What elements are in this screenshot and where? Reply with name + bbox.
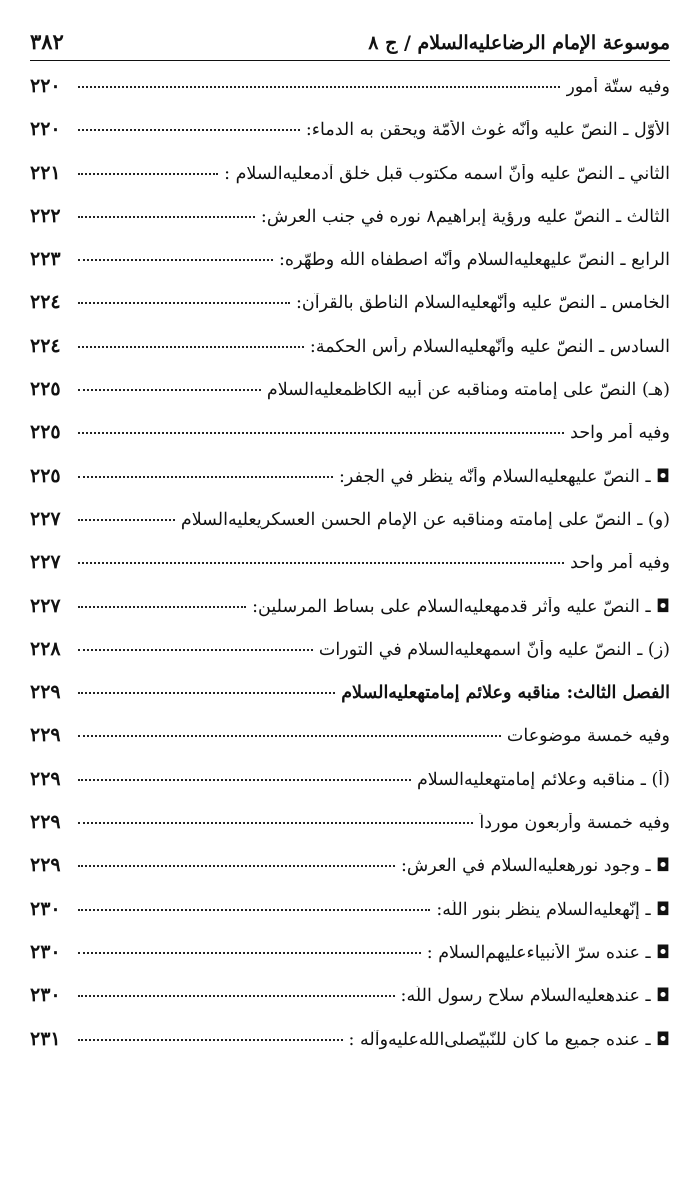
toc-entry-title: ◘ ـ عنده سرّ الأنبياءعليهم‌السلام :	[426, 942, 670, 963]
toc-entry-page-number: ٢٣١	[30, 1027, 61, 1050]
toc-entry-page-number: ٢٢٩	[30, 854, 61, 877]
table-of-contents	[30, 75, 670, 1071]
dot-leader	[78, 86, 560, 88]
toc-entry-page-number: ٢٢٤	[30, 291, 61, 314]
toc-entry[interactable]	[30, 118, 670, 161]
toc-entry[interactable]	[30, 291, 670, 334]
toc-entry-title: ◘ ـ إنّهعليه‌السلام ينظر بنور اللّه:	[436, 899, 670, 920]
toc-entry-page-number: ٢٣٠	[30, 940, 61, 963]
toc-entry-title: الرابع ـ النصّ عليهعليه‌السلام وأنّه اصطفاه اللّه وطهّره:	[279, 250, 670, 271]
dot-leader	[78, 909, 430, 911]
toc-entry[interactable]	[30, 551, 670, 594]
dot-leader	[78, 173, 218, 175]
toc-entry-page-number: ٢٢٣	[30, 248, 61, 271]
dot-leader	[78, 216, 255, 218]
page-number: ٣٨٢	[30, 29, 64, 54]
toc-entry-page-number: ٢٢٢	[30, 204, 61, 227]
page-header	[30, 24, 670, 54]
dot-leader	[78, 952, 421, 954]
toc-entry-page-number: ٢٢٤	[30, 334, 61, 357]
dot-leader	[78, 735, 501, 737]
toc-entry-title: الفصل الثالث: مناقبه وعلائم إمامتهعليه‌السلام	[341, 683, 670, 704]
toc-entry[interactable]	[30, 638, 670, 681]
toc-entry[interactable]	[30, 75, 670, 118]
header-divider	[30, 60, 670, 61]
dot-leader	[78, 129, 300, 131]
toc-entry-title: وفيه خمسة موضوعات	[506, 726, 670, 747]
toc-entry[interactable]	[30, 1028, 670, 1071]
toc-entry[interactable]	[30, 898, 670, 941]
toc-entry-page-number: ٢٢٥	[30, 378, 61, 401]
book-title: موسوعة الإمام الرضاعليه‌السلام / ج ٨	[368, 32, 670, 54]
toc-entry-title: الثاني ـ النصّ عليه وأنّ اسمه مكتوب قبل خلق آدمعليه‌السلام :	[224, 163, 670, 184]
dot-leader	[78, 346, 304, 348]
toc-entry-title: وفيه ستّة أمور	[566, 77, 670, 97]
toc-entry-page-number: ٢٢٧	[30, 551, 61, 574]
dot-leader	[78, 259, 273, 261]
toc-entry-title: ◘ ـ النصّ عليهعليه‌السلام وأنّه ينظر في الجفر:	[339, 466, 670, 487]
dot-leader	[78, 519, 175, 521]
toc-entry-title: (و) ـ النصّ على إمامته ومناقبه عن الإمام الحسن العسكريعليه‌السلام	[180, 509, 670, 530]
dot-leader	[78, 649, 313, 651]
dot-leader	[78, 692, 335, 694]
toc-entry-page-number: ٢٢٩	[30, 681, 61, 704]
dot-leader	[78, 562, 564, 564]
toc-entry[interactable]	[30, 378, 670, 421]
toc-entry-title: ◘ ـ عنده جميع ما كان للنّبيّصلى‌الله‌عليه‌وآله :	[348, 1029, 670, 1050]
toc-entry-page-number: ٢٢٥	[30, 464, 61, 487]
dot-leader	[78, 476, 333, 478]
toc-entry-page-number: ٢٢٩	[30, 724, 61, 747]
toc-entry-page-number: ٢٢٠	[30, 75, 61, 97]
toc-entry-title: الأوّل ـ النصّ عليه وأنّه غوث الأمّة ويحقن به الدماء:	[305, 120, 670, 141]
toc-entry-title: ◘ ـ وجود نورهعليه‌السلام في العرش:	[401, 856, 670, 877]
toc-entry[interactable]	[30, 421, 670, 464]
toc-entry[interactable]	[30, 681, 670, 724]
toc-entry-title: ◘ ـ عندهعليه‌السلام سلاح رسول اللّه:	[400, 986, 670, 1007]
toc-entry-page-number: ٢٢٧	[30, 507, 61, 530]
toc-entry[interactable]	[30, 205, 670, 248]
toc-entry[interactable]	[30, 595, 670, 638]
toc-entry-page-number: ٢٣٠	[30, 897, 61, 920]
toc-entry[interactable]	[30, 854, 670, 897]
toc-entry[interactable]	[30, 984, 670, 1027]
toc-entry-title: وفيه خمسة وأربعون مورداً	[479, 813, 670, 834]
dot-leader	[78, 389, 261, 391]
toc-entry-page-number: ٢٢٨	[30, 637, 61, 660]
toc-entry-title: (أ) ـ مناقبه وعلائم إمامتهعليه‌السلام	[416, 769, 670, 790]
toc-entry[interactable]	[30, 335, 670, 378]
toc-entry-page-number: ٢٢٩	[30, 767, 61, 790]
toc-entry-page-number: ٢٢٠	[30, 118, 61, 141]
toc-entry[interactable]	[30, 941, 670, 984]
toc-entry[interactable]	[30, 508, 670, 551]
toc-entry-page-number: ٢٢٩	[30, 811, 61, 834]
dot-leader	[78, 865, 395, 867]
dot-leader	[78, 822, 473, 824]
dot-leader	[78, 302, 290, 304]
toc-entry-title: (هـ) النصّ على إمامته ومناقبه عن أبيه الكاظمعليه‌السلام	[266, 380, 670, 401]
toc-entry[interactable]	[30, 724, 670, 767]
toc-entry[interactable]	[30, 162, 670, 205]
toc-entry-title: الخامس ـ النصّ عليه وأنّهعليه‌السلام الناطق بالقرآن:	[295, 293, 670, 314]
toc-entry[interactable]	[30, 248, 670, 291]
toc-entry-title: السادس ـ النصّ عليه وأنّهعليه‌السلام رأس الحكمة:	[309, 336, 670, 357]
dot-leader	[78, 606, 246, 608]
dot-leader	[78, 995, 395, 997]
dot-leader	[78, 779, 411, 781]
toc-entry[interactable]	[30, 768, 670, 811]
toc-entry[interactable]	[30, 465, 670, 508]
toc-entry-page-number: ٢٢٥	[30, 421, 61, 444]
toc-entry-title: الثالث ـ النصّ عليه ورؤية إبراهيم٨ نوره في جنب العرش:	[260, 206, 670, 227]
toc-entry-title: ◘ ـ النصّ عليه وأثر قدمهعليه‌السلام على بساط المرسلين:	[252, 596, 670, 617]
toc-entry[interactable]	[30, 811, 670, 854]
dot-leader	[78, 1039, 343, 1041]
dot-leader	[78, 432, 564, 434]
toc-entry-title: وفيه أمر واحد	[570, 553, 670, 574]
toc-entry-title: (ز) ـ النصّ عليه وأنّ اسمهعليه‌السلام في التورات	[318, 639, 670, 660]
toc-entry-page-number: ٢٢٧	[30, 594, 61, 617]
toc-entry-page-number: ٢٣٠	[30, 984, 61, 1007]
toc-entry-title: وفيه أمر واحد	[570, 423, 670, 444]
toc-entry-page-number: ٢٢١	[30, 161, 61, 184]
